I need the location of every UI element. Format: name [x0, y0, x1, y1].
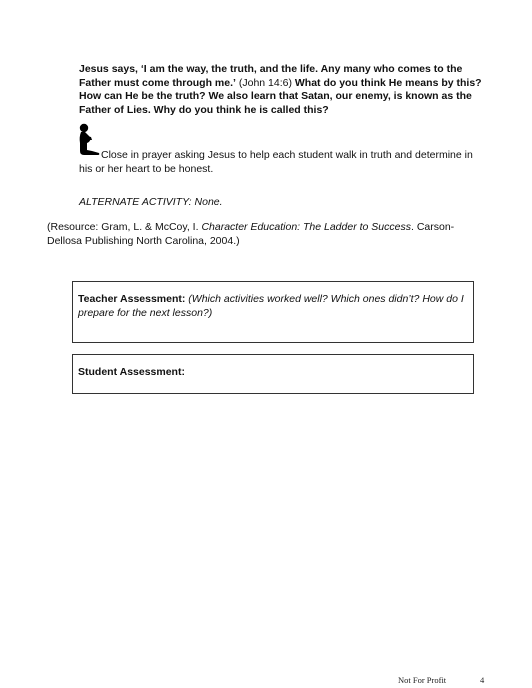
teacher-assessment-label: Teacher Assessment:	[78, 293, 186, 305]
resource-title: Character Education: The Ladder to Success	[201, 221, 411, 233]
not-for-profit-label: Not For Profit	[398, 675, 447, 685]
page-footer	[0, 673, 532, 688]
student-assessment-label: Student Assessment:	[78, 366, 185, 378]
prayer-text-content: Close in prayer asking Jesus to help each student walk in truth and determine in his or her heart to be honest.	[79, 149, 473, 175]
resource-suffix: . Carson-Dellosa Publishing North Carolina, 2004.)	[47, 221, 455, 247]
resource-prefix: (Resource: Gram, L. & McCoy, I.	[47, 221, 202, 233]
question-part2: What do you think He means by this? How can He be the truth? We also learn that Satan, our enemy, is known as the Father of Lies. Why do you think he is called this?	[79, 76, 482, 116]
question-part1: Jesus says, ‘I am the way, the truth, and the life. Any many who comes to the Father must come through me.’	[79, 63, 463, 89]
teacher-assessment-box[interactable]	[72, 281, 474, 343]
scripture-reference: (John 14:6)	[235, 76, 295, 89]
alternate-activity: ALTERNATE ACTIVITY: None.	[79, 196, 223, 208]
lesson-question-paragraph	[79, 63, 489, 117]
closing-prayer-text	[79, 149, 479, 176]
page-number: 4	[480, 675, 485, 685]
resource-citation	[47, 221, 467, 248]
student-assessment-box[interactable]	[72, 354, 474, 394]
teacher-assessment-prompt: (Which activities worked well? Which ones didn’t? How do I prepare for the next lesson?)	[78, 293, 464, 319]
